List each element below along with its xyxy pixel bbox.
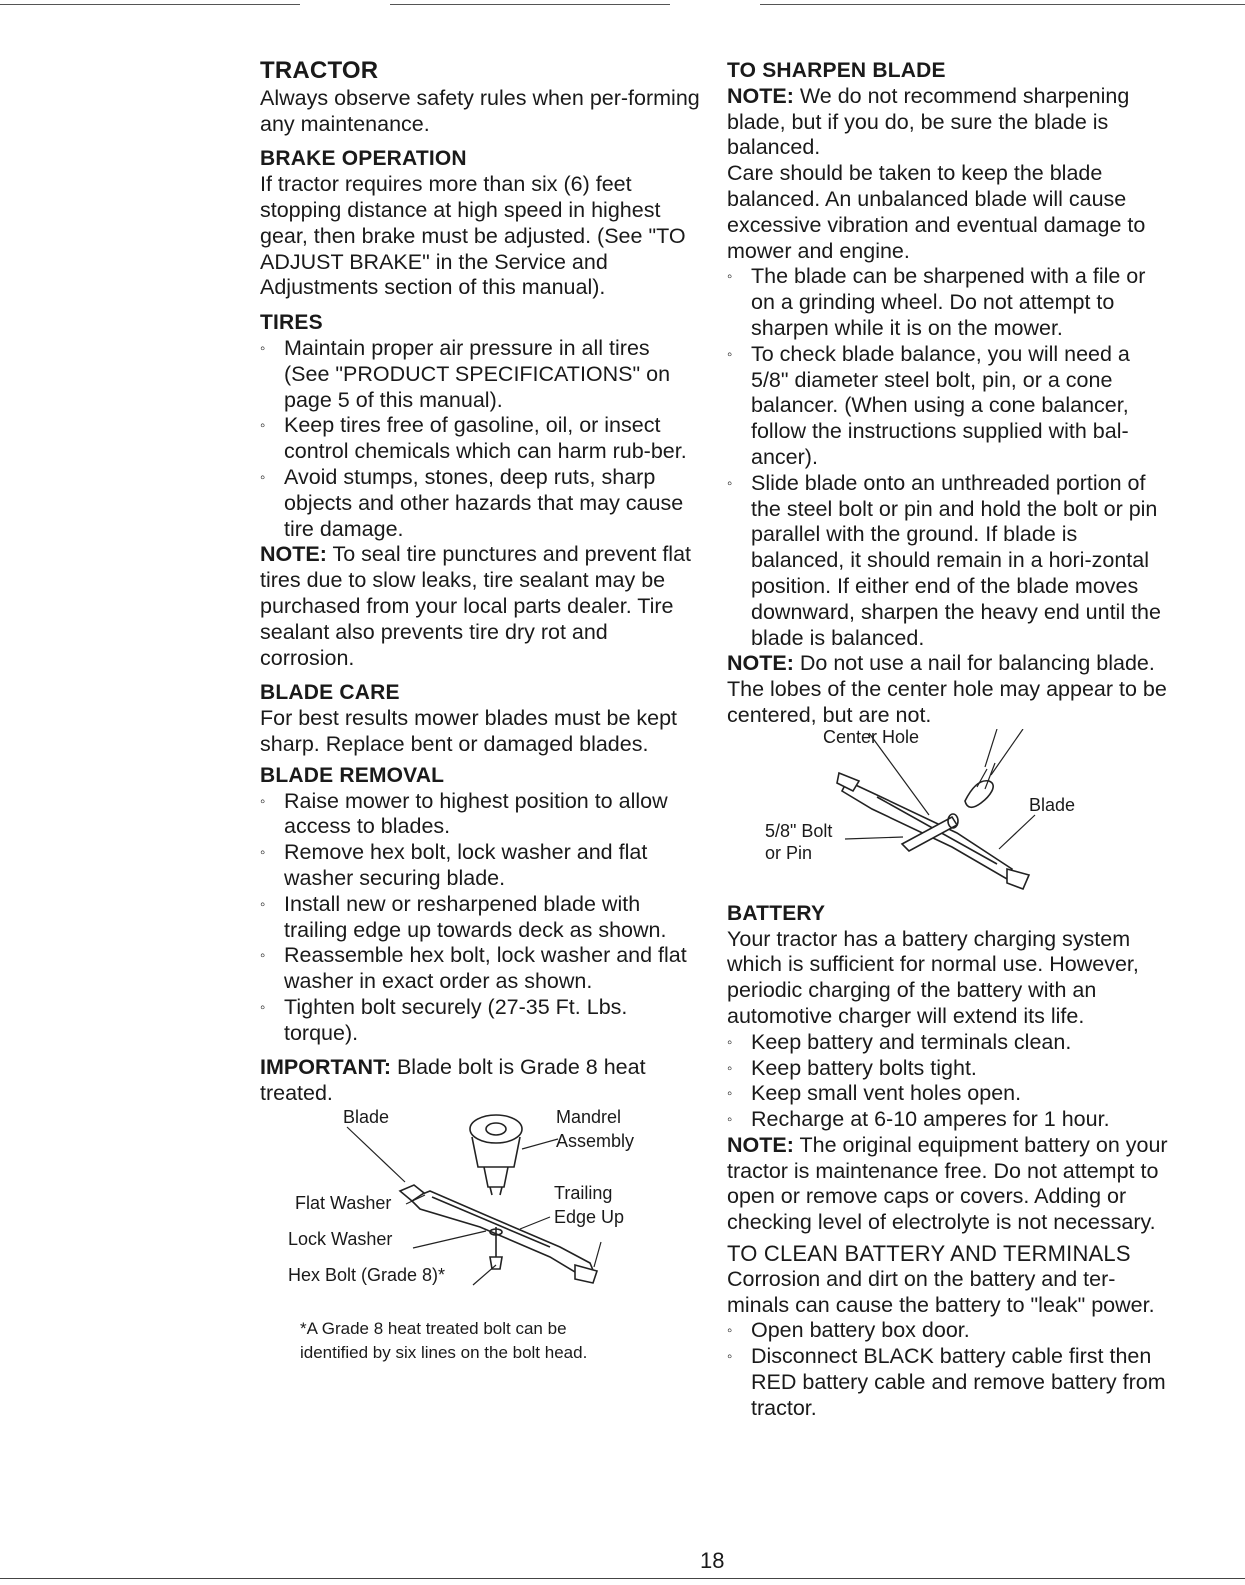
nail-note — [727, 651, 1172, 728]
figure-label-edge-up: Edge Up — [554, 1207, 625, 1228]
clean-battery-list — [727, 1318, 1172, 1421]
list-item: ◦ Keep battery bolts tight. — [727, 1056, 1172, 1082]
battery-heading: BATTERY — [727, 901, 826, 925]
important-label: IMPORTANT: — [260, 1055, 391, 1080]
scan-edge-line — [760, 4, 1245, 5]
figure-label-mandrel: Mandrel — [556, 1107, 622, 1128]
list-item: ◦ To check blade balance, you will need a 5/8" diameter steel bolt, pin, or a cone balancer. (When using a cone balancer, follow the instructions supplied with bal-ancer). — [727, 342, 1172, 471]
scan-edge-line — [0, 4, 300, 5]
blade-balance-illustration — [727, 726, 1172, 901]
battery-note — [727, 1133, 1172, 1236]
note-text: Do not use a nail for balancing blade. The lobes of the center hole may appear to be centered, but are not. — [727, 651, 1167, 727]
figure-label-hex-bolt: Hex Bolt (Grade 8)* — [288, 1265, 446, 1286]
list-item: ◦ Remove hex bolt, lock washer and flat washer securing blade. — [260, 840, 700, 892]
tractor-heading: TRACTOR — [260, 57, 379, 84]
scan-edge-line — [0, 1578, 1245, 1579]
figure-label-blade: Blade — [343, 1107, 390, 1128]
list-item: ◦ Keep battery and terminals clean. — [727, 1030, 1172, 1056]
note-label: NOTE: — [260, 542, 327, 567]
note-label: NOTE: — [727, 651, 794, 676]
list-item: ◦ Disconnect BLACK battery cable first then RED battery cable and remove battery from tractor. — [727, 1344, 1172, 1421]
figure-label-flat-washer: Flat Washer — [295, 1193, 392, 1214]
figure-label-center-hole: Center Hole — [823, 726, 920, 747]
important-text: Blade bolt is Grade 8 heat treated. — [260, 1055, 646, 1106]
important-note — [260, 1055, 700, 1107]
left-column — [260, 58, 700, 1365]
list-item: ◦ Recharge at 6-10 amperes for 1 hour. — [727, 1107, 1172, 1133]
figure-label-blade: Blade — [1029, 794, 1076, 815]
scan-edge-line — [390, 4, 670, 5]
list-item: ◦ Tighten bolt securely (27-35 Ft. Lbs. torque). — [260, 995, 700, 1047]
blade-removal-list — [260, 789, 700, 1047]
list-item: ◦ Reassemble hex bolt, lock washer and flat washer in exact order as shown. — [260, 943, 700, 995]
tires-note — [260, 542, 700, 671]
blade-care-text: For best results mower blades must be kept sharp. Replace bent or damaged blades. — [260, 706, 678, 756]
figure-footnote-line-1: *A Grade 8 heat treated bolt can be — [300, 1319, 567, 1339]
note-label: NOTE: — [727, 1132, 794, 1157]
sharpen-list — [727, 264, 1172, 651]
brake-heading: BRAKE OPERATION — [260, 147, 467, 171]
clean-battery-heading: TO CLEAN BATTERY AND TERMINALS — [727, 1241, 1131, 1267]
brake-text: If tractor requires more than six (6) feet stopping distance at high speed in highest gear, then brake must be adjusted. (See "TO ADJUST BRAKE" in the Service and Adjustments section of this manual). — [260, 172, 686, 300]
list-item: ◦ Keep small vent holes open. — [727, 1081, 1172, 1107]
tractor-text: Always observe safety rules when per-forming any maintenance. — [260, 85, 700, 136]
list-item: ◦ Open battery box door. — [727, 1318, 1172, 1344]
note-text: The original equipment battery on your tractor is maintenance free. Do not attempt to open or remove caps or covers. Adding or checking level of electrolyte is not necessary. — [727, 1132, 1168, 1235]
sharpen-heading: TO SHARPEN BLADE — [727, 59, 946, 82]
blade-balance-figure — [727, 726, 1172, 901]
note-text: We do not recommend sharpening blade, but if you do, be sure the blade is balanced. — [727, 83, 1130, 160]
figure-label-or-pin: or Pin — [765, 842, 813, 863]
figure-label-trailing: Trailing — [554, 1183, 613, 1204]
list-item: ◦ Avoid stumps, stones, deep ruts, sharp objects and other hazards that may cause tire damage. — [260, 465, 700, 542]
sharpen-text: Care should be taken to keep the blade balanced. An unbalanced blade will cause excessive vibration and eventual damage to mower and engine. — [727, 161, 1146, 263]
list-item: ◦ Install new or resharpened blade with trailing edge up towards deck as shown. — [260, 892, 700, 944]
figure-label-bolt: 5/8" Bolt — [765, 820, 833, 841]
sharpen-note — [727, 84, 1172, 161]
figure-label-lock-washer: Lock Washer — [288, 1229, 393, 1250]
note-text: To seal tire punctures and prevent flat tires due to slow leaks, tire sealant may be purchased from your local parts dealer. Tire sealant also prevents tire dry rot and corrosion. — [260, 542, 692, 670]
blade-assembly-figure — [260, 1107, 700, 1317]
list-item: ◦ Keep tires free of gasoline, oil, or insect control chemicals which can harm rub-ber. — [260, 413, 700, 465]
figure-footnote-line-2: identified by six lines on the bolt head. — [300, 1343, 588, 1363]
page-number: 18 — [700, 1548, 725, 1573]
blade-removal-heading: BLADE REMOVAL — [260, 763, 445, 787]
list-item: ◦ Slide blade onto an unthreaded portion of the steel bolt or pin and hold the bolt or pin parallel with the ground. If blade is balanced, it should remain in a hori-zontal position. If either end of the blade moves downward, sharpen the heavy end until the blade is balanced. — [727, 471, 1172, 652]
right-column — [727, 58, 1172, 1422]
battery-text: Your tractor has a battery charging system which is sufficient for normal use. However, periodic charging of the battery with an automotive charger will extend its life. — [727, 926, 1139, 1028]
figure-label-assembly: Assembly — [556, 1131, 635, 1152]
tires-list — [260, 336, 700, 542]
list-item: ◦ The blade can be sharpened with a file or on a grinding wheel. Do not attempt to sharpen while it is on the mower. — [727, 264, 1172, 341]
clean-battery-text: Corrosion and dirt on the battery and ter-minals can cause the battery to "leak" power. — [727, 1266, 1155, 1317]
note-label: NOTE: — [727, 83, 794, 108]
list-item: ◦ Raise mower to highest position to allow access to blades. — [260, 789, 700, 841]
blade-care-heading: BLADE CARE — [260, 681, 400, 705]
battery-list — [727, 1030, 1172, 1133]
tires-heading: TIRES — [260, 311, 323, 335]
list-item: ◦ Maintain proper air pressure in all tires (See "PRODUCT SPECIFICATIONS" on page 5 of this manual). — [260, 336, 700, 413]
